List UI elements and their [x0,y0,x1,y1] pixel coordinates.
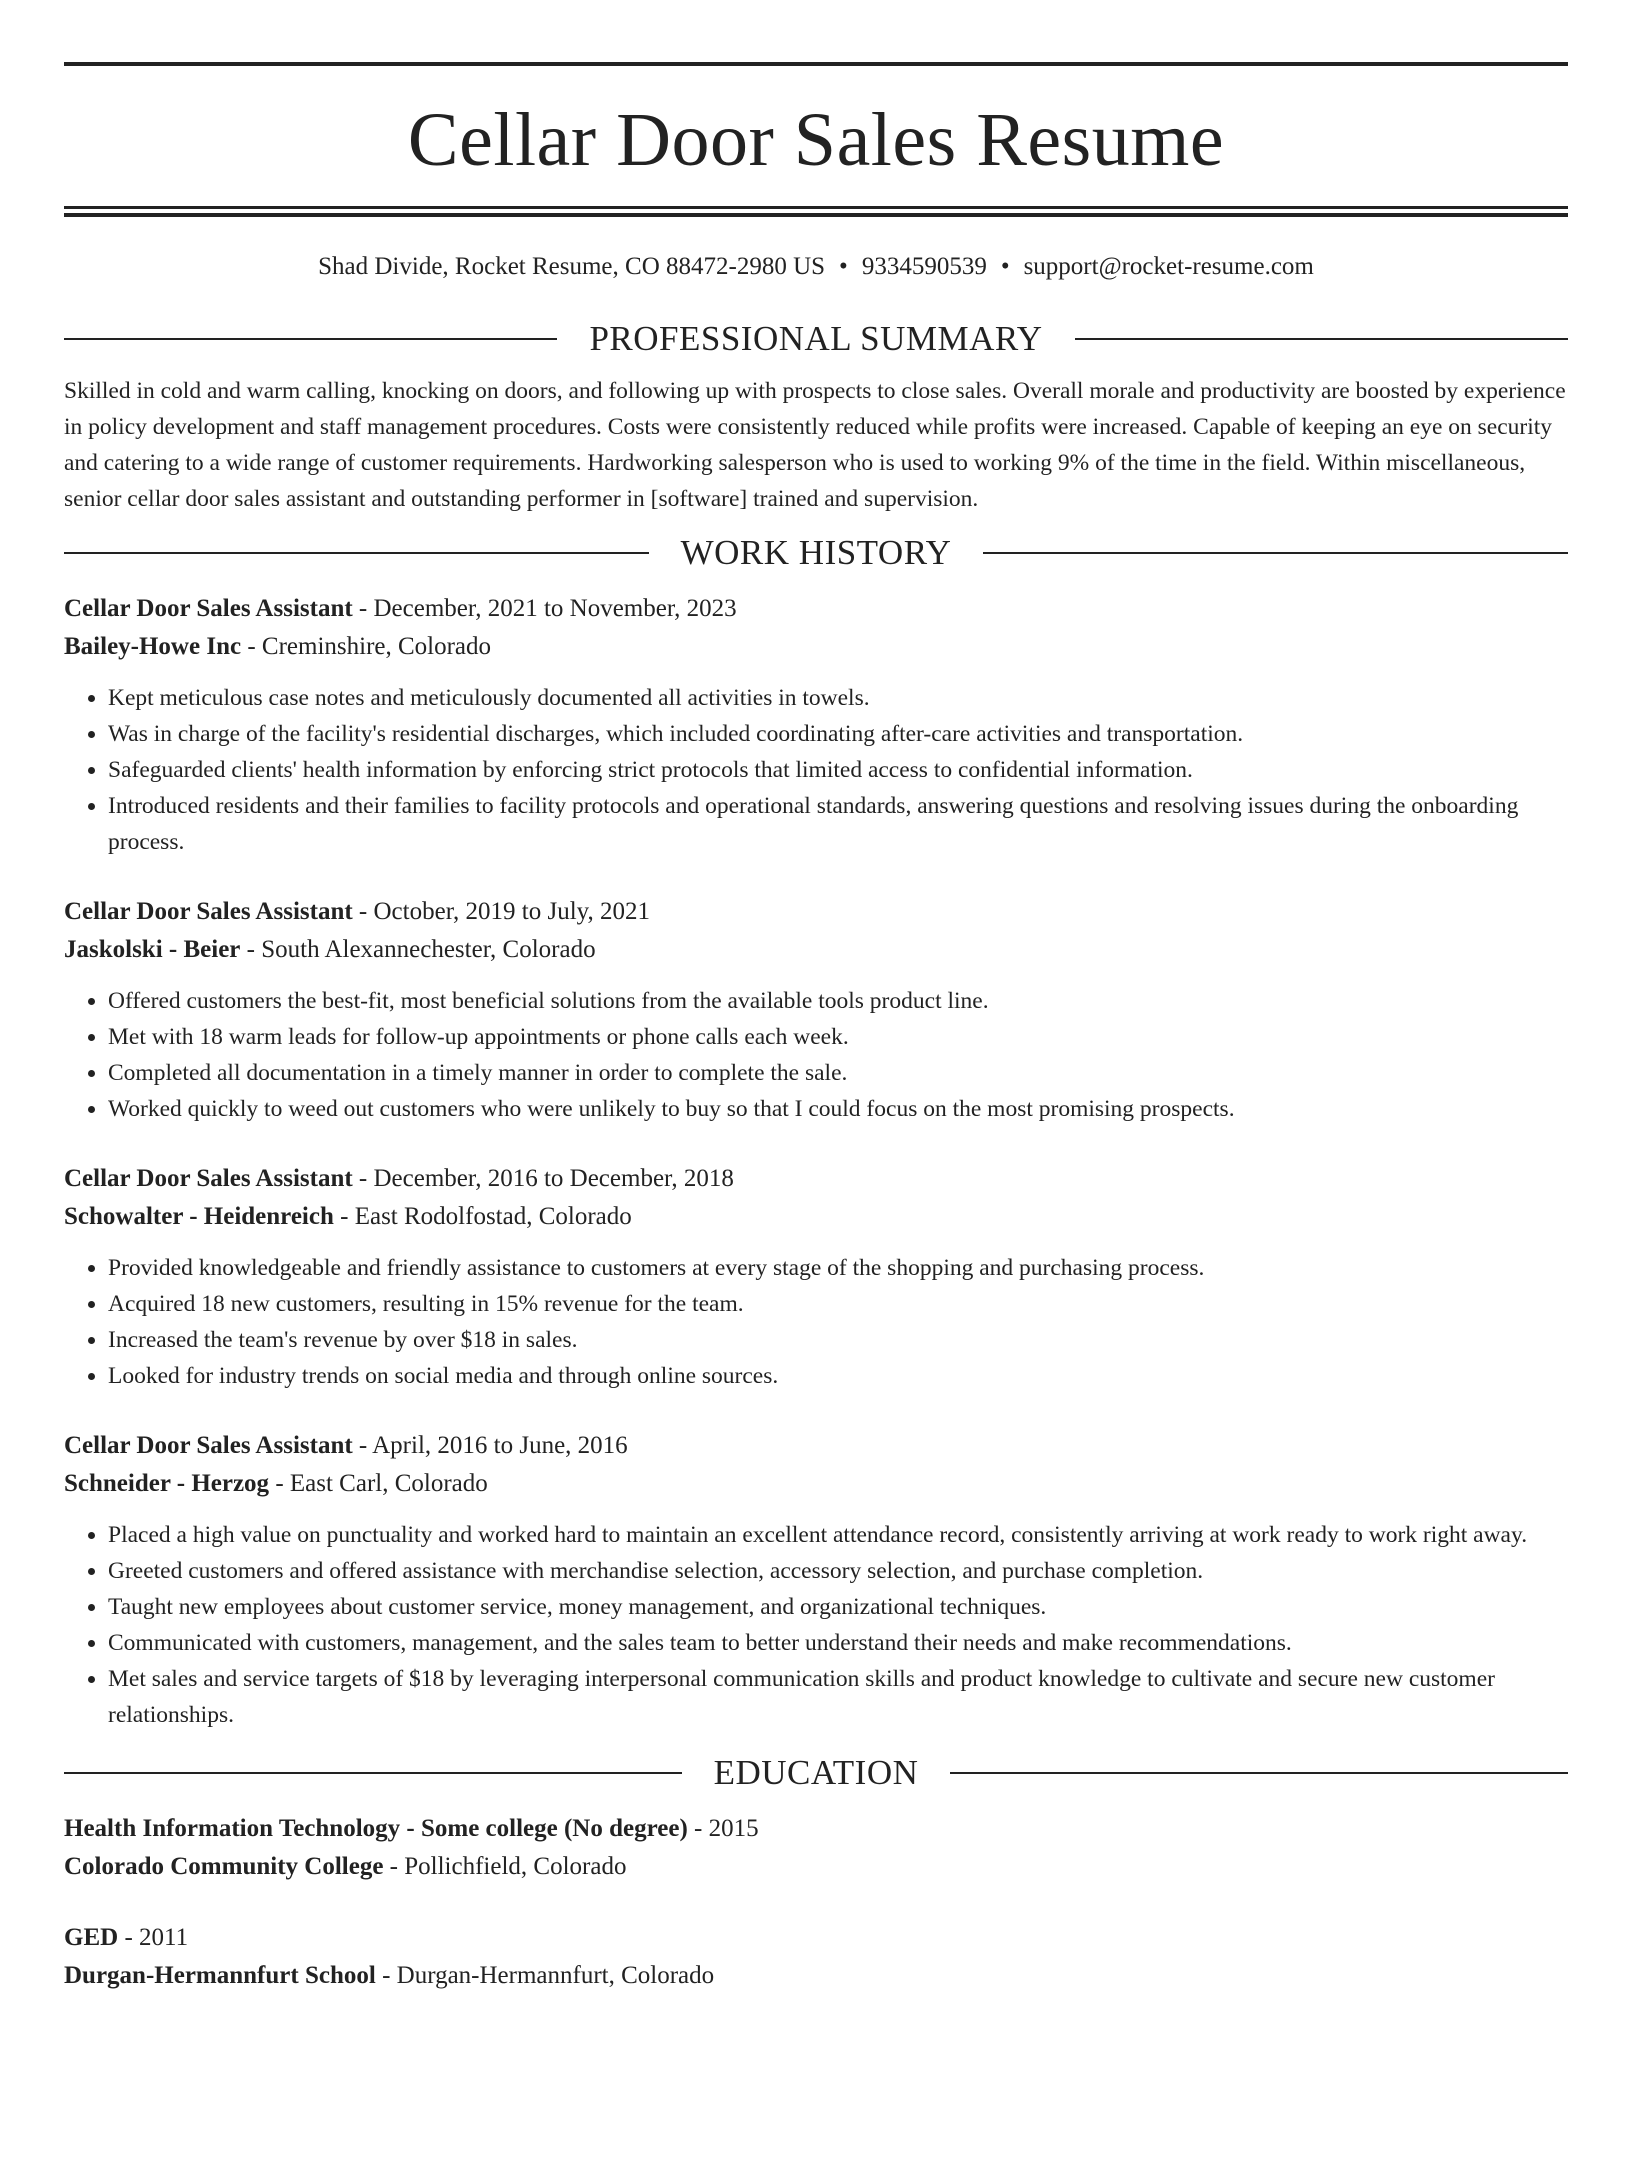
job-bullet: • Completed all documentation in a timely manner in order to complete the sale. [108,1055,1568,1091]
title-double-rule [64,206,1568,217]
contact-line [64,250,1568,284]
job-bullet: • Introduced residents and their families to facility protocols and operational standards, answering questions and resolving issues during the onboarding process. [108,788,1568,860]
heading-rule-left [64,338,557,340]
section-heading-education [64,1755,1568,1790]
job-company: Schowalter - Heidenreich [64,1203,334,1230]
job-title: Cellar Door Sales Assistant [64,1432,353,1459]
job-company: Bailey-Howe Inc [64,633,242,660]
job-location: - South Alexannechester, Colorado [240,936,596,963]
job-bullet: • Looked for industry trends on social media and through online sources. [108,1358,1568,1394]
job-bullet: • Met with 18 warm leads for follow-up appointments or phone calls each week. [108,1019,1568,1055]
heading-rule-left [64,1772,682,1774]
job-dates: - April, 2016 to June, 2016 [352,1432,628,1459]
job-title-line [64,893,1568,931]
job-bullet: • Taught new employees about customer service, money management, and organizational techniques. [108,1589,1568,1625]
job-company-line [64,1465,1568,1503]
job-dates: - October, 2019 to July, 2021 [352,898,651,925]
job-bullet-list [64,680,1568,860]
section-title: PROFESSIONAL SUMMARY [589,319,1043,358]
education-degree: Health Information Technology - Some college (No degree) [64,1815,688,1842]
education-location: - Pollichfield, Colorado [383,1853,627,1880]
job-title: Cellar Door Sales Assistant [64,898,353,925]
job-company-line [64,628,1568,666]
education-entry [64,1919,1568,1995]
education-entry [64,1810,1568,1886]
job-company: Jaskolski - Beier [64,936,241,963]
job-bullet-list [64,983,1568,1127]
education-school: Durgan-Hermannfurt School [64,1962,376,1989]
contact-address: Shad Divide, Rocket Resume, CO 88472-2980 US [318,253,826,280]
job-dates: - December, 2021 to November, 2023 [352,595,737,622]
job-company: Schneider - Herzog [64,1470,270,1497]
heading-rule-right [983,552,1568,554]
job-bullet: • Was in charge of the facility's residential discharges, which included coordinating after-care activities and transportation. [108,716,1568,752]
education-school-line [64,1848,1568,1886]
education-year: - 2015 [687,1815,759,1842]
job-title-line [64,1427,1568,1465]
job-dates: - December, 2016 to December, 2018 [352,1165,734,1192]
section-heading-work-history [64,535,1568,570]
job-title: Cellar Door Sales Assistant [64,595,353,622]
resume-title: Cellar Door Sales Resume [407,98,1225,182]
job-bullet-list [64,1250,1568,1394]
section-heading-summary [64,321,1568,356]
job-title-line [64,590,1568,628]
job-bullet: • Greeted customers and offered assistance with merchandise selection, accessory selection, and purchase completion. [108,1553,1568,1589]
education-school-line [64,1957,1568,1995]
education-degree-line [64,1810,1568,1848]
education-location: - Durgan-Hermannfurt, Colorado [375,1962,715,1989]
job-entry [64,893,1568,1127]
job-bullet: • Acquired 18 new customers, resulting in 15% revenue for the team. [108,1286,1568,1322]
summary-text: Skilled in cold and warm calling, knocking on doors, and following up with prospects to close sales. Overall morale and productivity are boosted by experience in policy development and staff management procedures. Costs were consistently reduced while profits were increased. Capable of keeping an eye on security and catering to a wide range of customer requirements. Hardworking salesperson who is used to working 9% of the time in the field. Within miscellaneous, senior cellar door sales assistant and outstanding performer in [software] trained and supervision. [64,378,1566,512]
job-location: - East Carl, Colorado [269,1470,488,1497]
education-school: Colorado Community College [64,1853,384,1880]
job-bullet: • Safeguarded clients' health information by enforcing strict protocols that limited access to confidential information. [108,752,1568,788]
job-bullet: • Increased the team's revenue by over $18 in sales. [108,1322,1568,1358]
job-title: Cellar Door Sales Assistant [64,1165,353,1192]
job-bullet: • Offered customers the best-fit, most beneficial solutions from the available tools product line. [108,983,1568,1019]
education-degree-line [64,1919,1568,1957]
job-entry [64,1160,1568,1394]
job-bullet: • Placed a high value on punctuality and worked hard to maintain an excellent attendance record, consistently arriving at work ready to work right away. [108,1517,1568,1553]
heading-rule-right [950,1772,1568,1774]
heading-rule-left [64,552,649,554]
education-degree: GED [64,1924,119,1951]
job-company-line [64,1198,1568,1236]
contact-email: support@rocket-resume.com [1023,253,1314,280]
education-year: - 2011 [118,1924,189,1951]
job-location: - East Rodolfostad, Colorado [333,1203,632,1230]
job-entry [64,1427,1568,1733]
job-entry [64,590,1568,860]
contact-separator: • [1000,253,1010,280]
heading-rule-right [1075,338,1568,340]
job-bullet: • Provided knowledgeable and friendly assistance to customers at every stage of the shopping and purchasing process. [108,1250,1568,1286]
top-rule [64,62,1568,66]
job-bullet: • Met sales and service targets of $18 by leveraging interpersonal communication skills and product knowledge to cultivate and secure new customer relationships. [108,1661,1568,1733]
contact-phone: 9334590539 [861,253,987,280]
job-bullet-list [64,1517,1568,1733]
job-bullet: • Kept meticulous case notes and meticulously documented all activities in towels. [108,680,1568,716]
resume-page [0,62,1632,2174]
section-title: EDUCATION [713,1753,919,1792]
contact-separator: • [839,253,848,280]
job-company-line [64,931,1568,969]
job-bullet: • Worked quickly to weed out customers who were unlikely to buy so that I could focus on the most promising prospects. [108,1091,1568,1127]
section-title: WORK HISTORY [680,533,952,572]
job-bullet: • Communicated with customers, management, and the sales team to better understand their needs and make recommendations. [108,1625,1568,1661]
job-title-line [64,1160,1568,1198]
job-location: - Creminshire, Colorado [241,633,492,660]
